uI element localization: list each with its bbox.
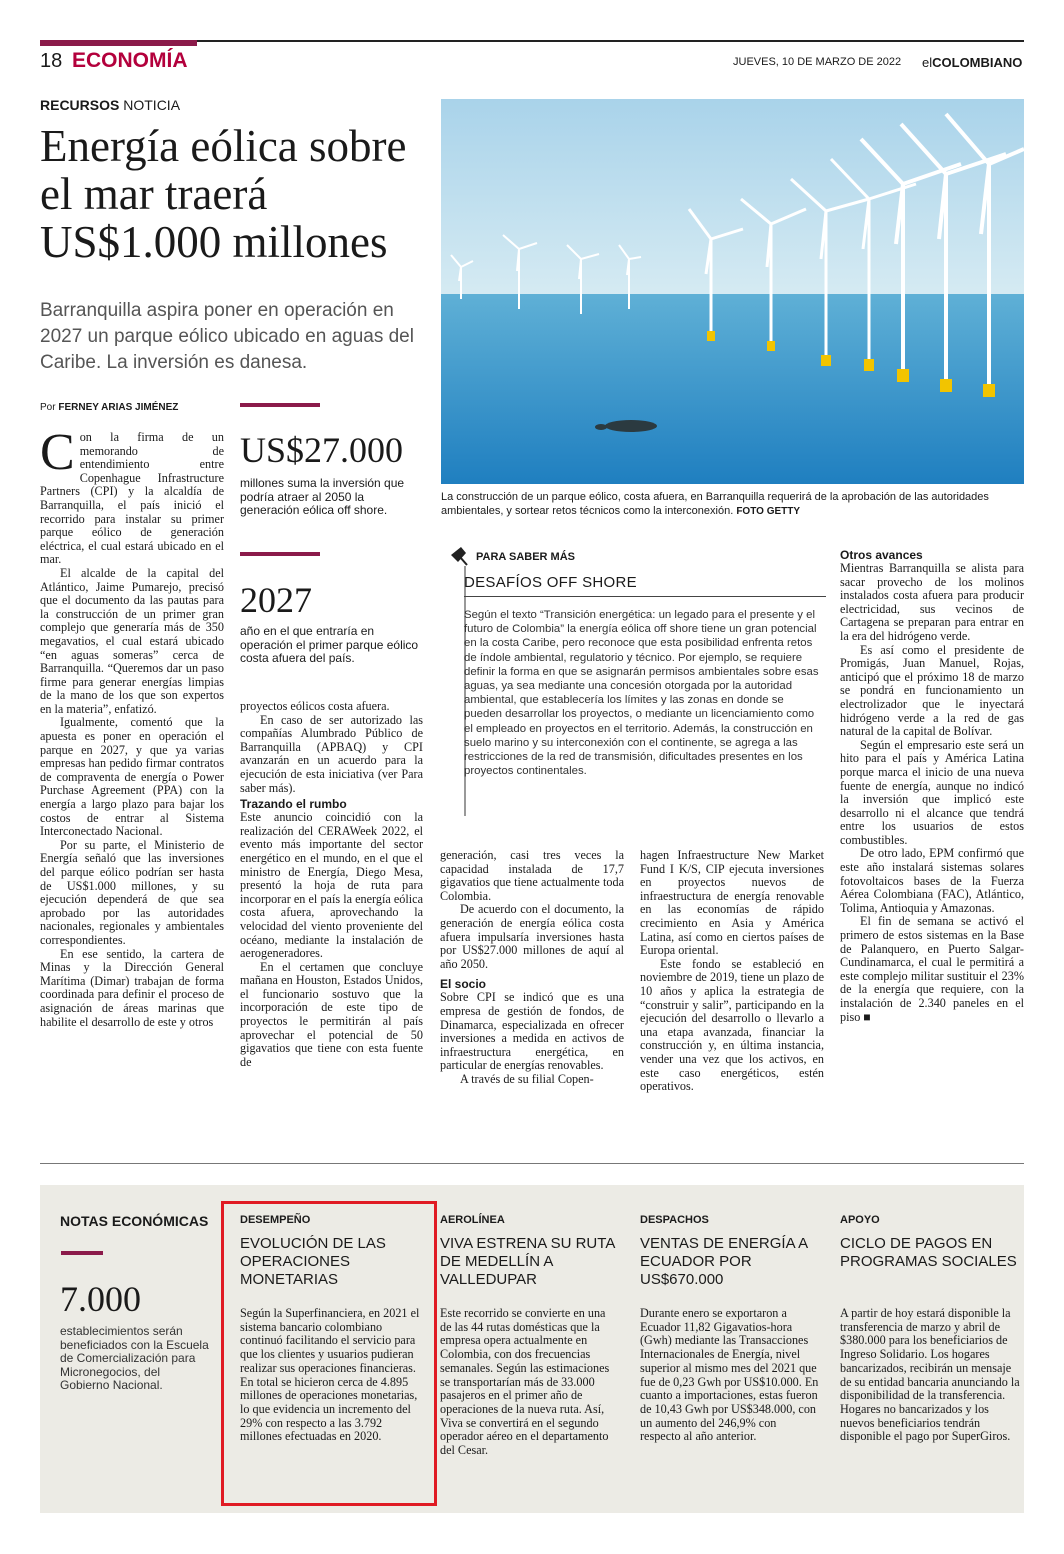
paragraph: De otro lado, EPM confirmó que este año instalará sistemas solares fotovoltaicos bases de la Fuerza Aérea Colombiana (FAC), Atlántico, Tolima, Antioquia y Amazonas. [840, 846, 1024, 915]
subhead: Otros avances [840, 548, 923, 562]
deck: Barranquilla aspira poner en operación en 2027 un parque eólico ubicado en aguas del Caribe. La inversión es danesa. [40, 300, 414, 373]
divider [464, 596, 826, 597]
note-body: Según la Superfinanciera, en 2021 el sistema bancario colombiano continuó facilitando el servicio para que los clientes y usuarios pudieran realizar sus operaciones financieras. En total se hicieron cerca de 4.895 millones de operaciones monetarias, lo que evidencia un incremento del 29% con respecto a las 3.792 millones efectuadas en 2020. [240, 1306, 420, 1444]
photo-credit: FOTO GETTY [736, 506, 801, 517]
stat-rule [240, 552, 320, 556]
notas-number-description: establecimientos serán beneficiados con la Escuela de Comercialización para Micronegocios, del Gobierno Nacional. [60, 1324, 209, 1393]
pin-icon [448, 545, 470, 572]
notas-rule [61, 1251, 103, 1255]
para-saber-mas-label: PARA SABER MÁS [476, 551, 576, 563]
end-mark: ■ [863, 1009, 871, 1024]
drop-cap: C [40, 424, 75, 481]
paragraph: En el certamen que concluye mañana en Houston, Estados Unidos, el funcionario sostuvo que la incorporación de este tipo de proyectos le permitirán al país aprovechar el potencial de 50 gigavatios que tiene con esta fuente de [240, 959, 423, 1069]
kicker [40, 97, 180, 113]
paragraph [840, 915, 1024, 1024]
photo-caption [441, 490, 1026, 519]
paragraph: generación, casi tres veces la capacidad instalada de 17,7 gigavatios que tiene actualmente toda Colombia. [440, 848, 624, 903]
stat-rule [240, 403, 320, 407]
note-body: Este recorrido se convierte en una de las 44 rutas domésticas que la empresa opera actualmente en Colombia, con dos frecuencias semanales. Según las estimaciones se transportarían más de 33.000 pasajeros en el primer año de operaciones de la nueva ruta. Así, Viva se convertirá en el segundo operador aéreo en el departamento del Cesar. [440, 1306, 610, 1458]
note-label: DESPACHOS [640, 1214, 709, 1226]
stat-description: año en el que entraría en operación el primer parque eólico costa afuera del país. [240, 624, 419, 665]
note-label: DESEMPEÑO [240, 1214, 311, 1226]
note-label: APOYO [840, 1214, 880, 1226]
article-column-5 [840, 548, 1024, 1024]
para-saber-mas-title: DESAFÍOS OFF SHORE [464, 574, 637, 591]
page-number: 18 [40, 50, 63, 72]
stat-value: 2027 [240, 580, 312, 620]
paragraph: on la firma de un memorando de entendimiento entre Copenhague Infrastructure Partners (CPI) y la alcaldía de Barranquilla, el país inició el recorrido para instalar su primer parque eólico de generación eléctrica, el cual estará ubicado en el mar. [40, 430, 224, 567]
notas-economicas-title: NOTAS ECONÓMICAS [60, 1213, 209, 1229]
paragraph: Por su parte, el Ministerio de Energía señaló que las inversiones del parque eólico podrían ser hasta de US$1.000 millones, y su ejecución dependerá de que sea aprobado por las autoridades nacionales, regionales y ambientales correspondientes. [40, 837, 224, 947]
stat-value: US$27.000 [240, 430, 404, 470]
note-title: EVOLUCIÓN DE LAS OPERACIONES MONETARIAS [240, 1235, 386, 1288]
notas-number: 7.000 [60, 1279, 141, 1319]
wind-farm-photo-icon [441, 99, 1024, 484]
dateline: JUEVES, 10 DE MARZO DE 2022 [733, 56, 902, 68]
paragraph: hagen Infraestructure New Market Fund I K/S, CIP ejecuta inversiones en proyectos nuevos de infraestructura de energía renovable en las economías de rápido crecimiento en Asia y América Latina, así como en ciertos países de Europa oriental. [640, 848, 824, 958]
note-body: Durante enero se exportaron a Ecuador 11,82 Gigavatios-hora (Gwh) mediante las Transacciones Internacionales de Energía, nivel superior al mismo mes del 2021 que fue de 0,23 Gwh por US$10.000. En cuanto a importaciones, estas fueron de 10,43 Gwh por US$348.000, con un aumento del 246,9% con respecto al año anterior. [640, 1306, 819, 1444]
article-column-1 [40, 424, 224, 1029]
paragraph: Es así como el presidente de Promigás, Juan Manuel, Rojas, anticipó que el próximo 18 de marzo se pondrá en funcionamiento un electrolizador que le inyectará hidrógeno verde a la red de gas natural de la capital de Bolívar. [840, 642, 1024, 739]
note-title: VENTAS DE ENERGÍA A ECUADOR POR US$670.000 [640, 1235, 808, 1288]
article-photo [441, 99, 1024, 484]
kicker-bold: RECURSOS [40, 97, 120, 113]
kicker-rest: NOTICIA [123, 97, 181, 113]
note-label: AEROLÍNEA [440, 1214, 505, 1226]
paragraph: El alcalde de la capital del Atlántico, Jaime Pumarejo, precisó que el documento da las pautas para la construcción de un primer gran complejo que generaría más de 350 megavatios, el cual estará ubicado “en aguas someras” cerca de Barranquilla. “Queremos dar un paso firme para generar energías limpias de la mano de los que son expertos en la materia”, enfatizó. [40, 565, 224, 716]
paragraph: A través de su filial Copen- [460, 1071, 594, 1086]
section-bar [40, 40, 197, 46]
headline: Energía eólica sobre el mar traerá US$1.000 millones [40, 121, 407, 267]
stat-description: millones suma la inversión que podría atraer al 2050 la generación eólica off shore. [240, 476, 405, 517]
masthead-prefix: el [922, 55, 933, 70]
subhead: Trazando el rumbo [240, 797, 347, 812]
note-title: VIVA ESTRENA SU RUTA DE MEDELLÍN A VALLEDUPAR [440, 1235, 615, 1288]
paragraph: Igualmente, comentó que la apuesta es poner en operación el parque en 2027, y que ya varias empresas han pedido firmar contratos de compraventa de energía o Power Purchase Agreement (PPA) con la energía a largo plazo para bajar los costos de entrar al Sistema Interconectado Nacional. [40, 715, 224, 839]
masthead-name: COLOMBIANO [932, 55, 1023, 70]
highlight-box [221, 1201, 437, 1506]
subhead: El socio [440, 977, 487, 992]
paragraph-text: El fin de semana se activó el primero de estos sistemas en la Base de Palanquero, en Puerto Salgar-Cundinamarca, el cual le permitirá a este complejo militar sustituir el 23% de la energía que requiere, con la instalación de 2.340 paneles en el piso [840, 914, 1024, 1024]
article-column-4 [640, 849, 824, 1094]
photo-caption-text: La construcción de un parque eólico, costa afuera, en Barranquilla requerirá de la aprobación de las autoridades ambientales, y sortear retos técnicos como la interconexión. [441, 491, 989, 517]
byline-prefix: Por [40, 402, 56, 413]
article-column-2 [240, 700, 423, 1069]
section-name: ECONOMÍA [72, 49, 188, 72]
masthead [922, 55, 1022, 70]
para-saber-mas-body: Según el texto “Transición energética: un legado para el presente y el futuro de Colombia” la energía eólica off shore tiene un gran potencial en la costa Caribe, pero reconoce que esta posibilidad enfrenta retos de índole ambiental, regulatorio y técnico. Por ejemplo, se requiere definir la forma en que se asignarán permisos ambientales sobre esas aguas, ya sea mediante una concesión otorgada por la autoridad ambiental, que establecería los límites y las zonas en donde se pueden desarrollar los proyectos, o mediante un licenciamiento como el empleado en proyectos en el territorio. Además, la construcción en suelo marino y su interconexión con el continente, se agrega a las restricciones de la red de transmisión, dificultades presentes en los proyectos continentales. [464, 609, 819, 778]
note-title: CICLO DE PAGOS EN PROGRAMAS SOCIALES [840, 1235, 1017, 1270]
paragraph: Mientras Barranquilla se alista para sacar provecho de los molinos instalados costa afuera para producir electricidad, sus vecinos de Cartagena se preparan para entrar en la era del hidrógeno verde. [840, 561, 1024, 643]
paragraph: En caso de ser autorizado las compañías Alumbrado Público de Barranquilla (APBAQ) y CPI avanzarán en un acuerdo para la ejecución de esta iniciativa (ver Para saber más). [240, 712, 423, 795]
byline-author: FERNEY ARIAS JIMÉNEZ [58, 402, 179, 413]
paragraph: Según el empresario este será un hito para el país y América Latina porque marca el inicio de una nueva fuente de energía, aunque no indicó la inversión que implicó este desarrollo ni el alcance que tendrá entre los usuarios de estos combustibles. [840, 737, 1024, 847]
byline [40, 402, 178, 413]
section-separator [40, 1163, 1024, 1164]
paragraph: En ese sentido, la cartera de Minas y la Dirección General Marítima (Dimar) trabajan de forma coordinada para definir el proceso de asignación de áreas marinas que habilite el desarrollo de este y otros [40, 946, 224, 1029]
paragraph: Este fondo se estableció en noviembre de 2019, tiene un plazo de 10 años y aplica la estrategia de “construir y salir”, participando en la ejecución del desarrollo o llevarlo a una etapa avanzada, financiar la construcción y, en última instancia, vender una vez que los activos, en este caso energéticos, estén operativos. [640, 956, 824, 1094]
note-body: A partir de hoy estará disponible la transferencia de marzo y abril de $380.000 para los beneficiarios de Ingreso Solidario. Los hogares bancarizados, recibirán un mensaje de su entidad bancaria anunciando la disponibilidad de la transferencia. Hogares no bancarizados y los nuevos beneficiarios tendrán disponible el pago por SuperGiros. [840, 1306, 1020, 1444]
paragraph: Este anuncio coincidió con la realización del CERAWeek 2022, el evento más importante del sector energético en el mundo, en el que el ministro de Energía, Diego Mesa, presentó la hoja de ruta para incorporar en el país la energía eólica costa afuera, aprovechando la velocidad del viento proveniente del océano, mediante la instalación de aerogeneradores. [240, 810, 423, 961]
paragraph: proyectos eólicos costa afuera. [240, 699, 390, 713]
article-column-3 [440, 849, 624, 1087]
paragraph: De acuerdo con el documento, la generación de energía eólica costa afuera impulsaría inversiones hasta por US$27.000 millones de aquí al año 2050. [440, 902, 624, 971]
paragraph: Sobre CPI se indicó que es una empresa de gestión de fondos, de Dinamarca, especializada en ofrecer inversiones a medida en activos de infraestructura energética, en particular de energías renovables. [440, 990, 624, 1073]
